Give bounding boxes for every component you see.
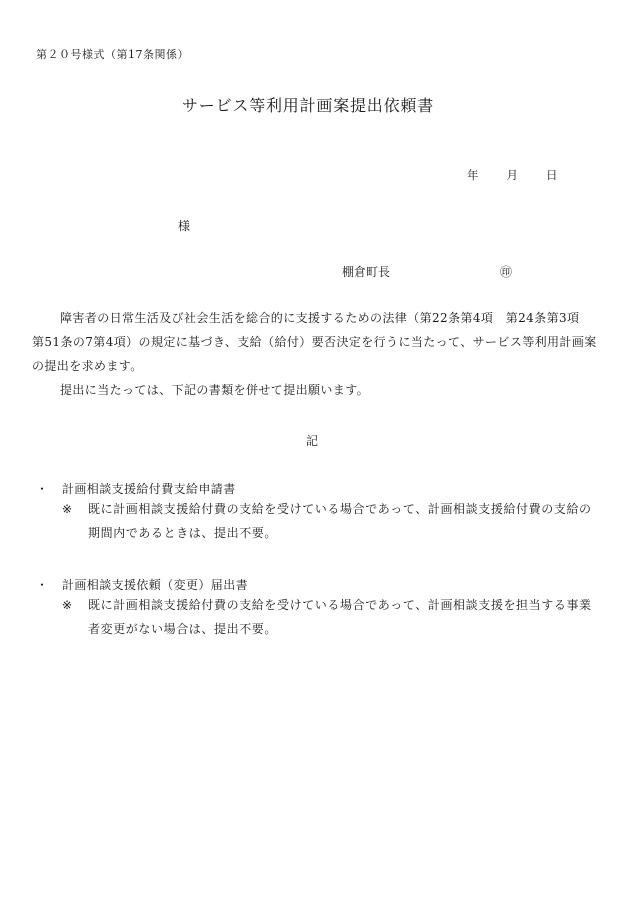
- document-item-note-text: 既に計画相談支援給付費の支給を受けている場合であって、計画相談支援を担当する事業者変更がない場合は、提出不要。: [88, 598, 592, 636]
- issuer-name: 棚倉町長: [342, 265, 391, 279]
- date-day-label: 日: [546, 168, 558, 182]
- document-item-note-text: 既に計画相談支援給付費の支給を受けている場合であって、計画相談支援給付費の支給の期間内であるときは、提出不要。: [88, 502, 592, 540]
- form-number: 第２０号様式（第17条関係）: [36, 48, 189, 61]
- submission-note-paragraph: 提出に当たっては、下記の書類を併せて提出願います。: [60, 383, 370, 397]
- document-title: サービス等利用計画案提出依頼書: [182, 96, 435, 115]
- date-year-label: 年: [467, 168, 479, 182]
- document-item-name: 計画相談支援依頼（変更）届出書: [62, 578, 249, 592]
- date-month-label: 月: [506, 168, 518, 182]
- record-heading: 記: [306, 434, 319, 448]
- addressee-honorific: 様: [178, 219, 191, 233]
- document-item-note: [62, 497, 592, 545]
- bullet-icon: ・: [36, 578, 49, 592]
- seal-mark: ㊞: [500, 265, 513, 279]
- note-mark-icon: ※: [62, 598, 73, 612]
- date-line: [467, 167, 558, 183]
- document-item-name: 計画相談支援給付費支給申請書: [62, 482, 236, 496]
- document-item-note: [62, 593, 592, 641]
- note-mark-icon: ※: [62, 502, 73, 516]
- bullet-icon: ・: [36, 482, 49, 496]
- request-paragraph: 障害者の日常生活及び社会生活を総合的に支援するための法律（第22条第4項 第24条第3項 第51条の7第4項）の規定に基づき、支給（給付）要否決定を行うに当たって、サービス等利用計画案の提出を求めます。: [32, 311, 597, 373]
